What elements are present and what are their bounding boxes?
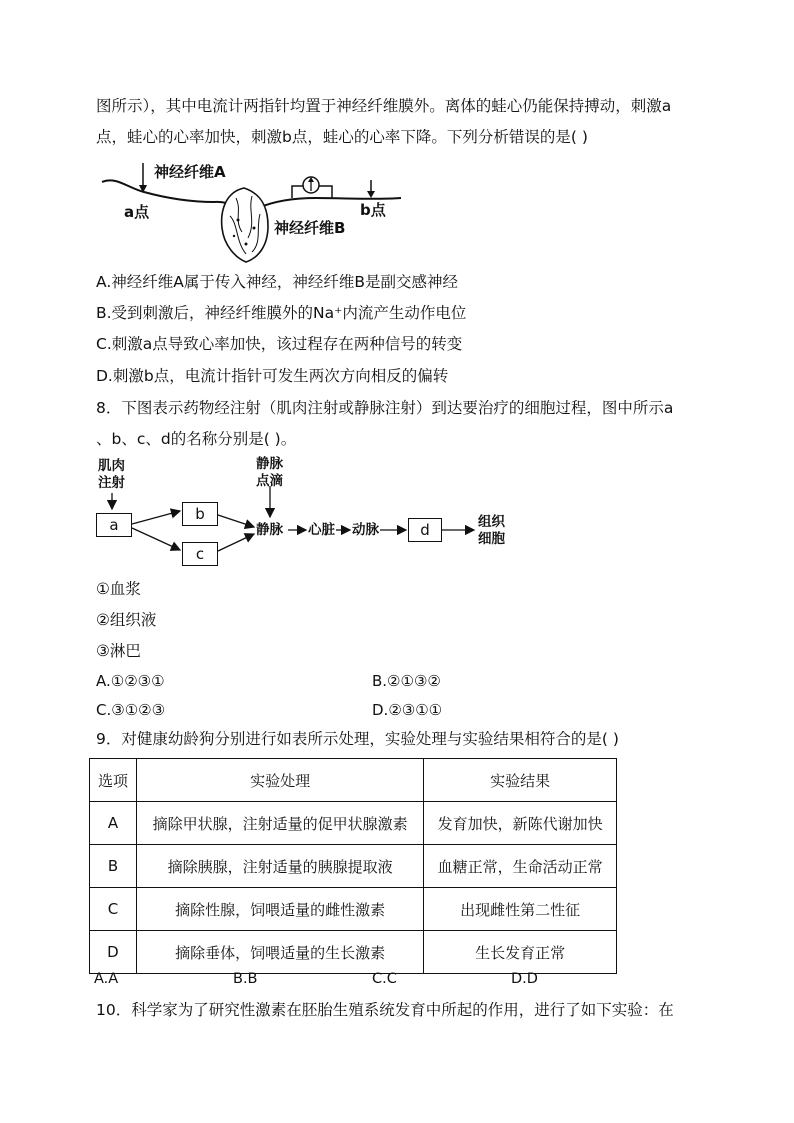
header-result: 实验结果 <box>424 759 617 802</box>
table-row <box>90 888 617 931</box>
row-c-result: 出现雌性第二性征 <box>424 888 617 931</box>
iv-drip-label-2: 点滴 <box>256 473 283 489</box>
row-c-option: C <box>90 888 137 931</box>
q8-stem-line1: 8．下图表示药物经注射（肌肉注射或静脉注射）到达要治疗的细胞过程，图中所示a <box>96 399 674 417</box>
q8-item-2: ②组织液 <box>96 611 157 629</box>
box-b: b <box>182 502 218 526</box>
fiber-a-line <box>102 180 238 210</box>
q8-item-1: ①血浆 <box>96 580 141 598</box>
row-b-option: B <box>90 845 137 888</box>
q7-option-d: D.刺激b点，电流计指针可发生两次方向相反的偏转 <box>96 367 449 385</box>
q7-option-c: C.刺激a点导致心率加快，该过程存在两种信号的转变 <box>96 335 463 353</box>
q8-option-d: D.②③①① <box>372 701 443 719</box>
q7-option-b: B.受到刺激后，神经纤维膜外的Na⁺内流产生动作电位 <box>96 304 467 322</box>
row-c-treatment: 摘除性腺，饲喂适量的雌性激素 <box>136 888 423 931</box>
vein-label: 静脉 <box>256 522 283 538</box>
fiber-a-label: 神经纤维A <box>154 163 226 181</box>
iv-drip-label-1: 静脉 <box>256 456 283 472</box>
q8-option-b: B.②①③② <box>372 672 441 690</box>
q9-option-d: D.D <box>511 971 538 987</box>
table-row <box>90 845 617 888</box>
q7-nerve-figure <box>96 158 416 268</box>
artery-label: 动脉 <box>352 522 379 538</box>
header-treatment: 实验处理 <box>136 759 423 802</box>
box-d: d <box>408 518 442 542</box>
q7-stem-line1: 图所示），其中电流计两指针均置于神经纤维膜外。离体的蛙心仍能保持搏动，刺激a <box>96 97 672 115</box>
box-c: c <box>182 542 218 566</box>
q8-item-3: ③淋巴 <box>96 642 141 660</box>
row-a-treatment: 摘除甲状腺，注射适量的促甲状腺激素 <box>136 802 423 845</box>
q9-experiment-table <box>89 758 617 974</box>
q9-option-b: B.B <box>233 971 258 987</box>
row-b-treatment: 摘除胰腺，注射适量的胰腺提取液 <box>136 845 423 888</box>
muscle-injection-label-1: 肌肉 <box>98 458 125 474</box>
table-row <box>90 802 617 845</box>
q8-option-a: A.①②③① <box>96 672 165 690</box>
q9-option-c: C.C <box>372 971 397 987</box>
q10-stem: 10．科学家为了研究性激素在胚胎生殖系统发育中所起的作用，进行了如下实验：在 <box>96 1001 674 1019</box>
row-b-result: 血糖正常，生命活动正常 <box>424 845 617 888</box>
header-option: 选项 <box>90 759 137 802</box>
heart-label: 心脏 <box>308 522 335 538</box>
q7-stem-line2: 点，蛙心的心率加快，刺激b点，蛙心的心率下降。下列分析错误的是( ) <box>96 128 588 146</box>
row-d-option: D <box>90 931 137 974</box>
tissue-cell-label-2: 细胞 <box>478 531 505 547</box>
q9-option-a: A.A <box>94 971 119 987</box>
table-row <box>90 931 617 974</box>
point-a-label: a点 <box>124 203 150 221</box>
point-b-label: b点 <box>360 201 386 219</box>
q8-stem-line2: 、b、c、d的名称分别是( )。 <box>96 430 297 448</box>
q7-option-a: A.神经纤维A属于传入神经，神经纤维B是副交感神经 <box>96 273 458 291</box>
frog-heart-icon <box>222 188 268 262</box>
q8-option-c: C.③①②③ <box>96 701 166 719</box>
table-header-row <box>90 759 617 802</box>
muscle-injection-label-2: 注射 <box>98 475 125 491</box>
fiber-b-label: 神经纤维B <box>274 219 346 237</box>
row-d-treatment: 摘除垂体，饲喂适量的生长激素 <box>136 931 423 974</box>
row-a-result: 发育加快，新陈代谢加快 <box>424 802 617 845</box>
pathway-arrows <box>96 456 516 574</box>
q9-stem: 9．对健康幼龄狗分别进行如表所示处理，实验处理与实验结果相符合的是( ) <box>96 730 619 748</box>
tissue-cell-label-1: 组织 <box>478 514 505 530</box>
row-a-option: A <box>90 802 137 845</box>
stimulus-arrowhead-b <box>367 191 375 198</box>
box-a: a <box>96 513 132 537</box>
row-d-result: 生长发育正常 <box>424 931 617 974</box>
q8-drug-pathway-diagram <box>96 456 516 574</box>
